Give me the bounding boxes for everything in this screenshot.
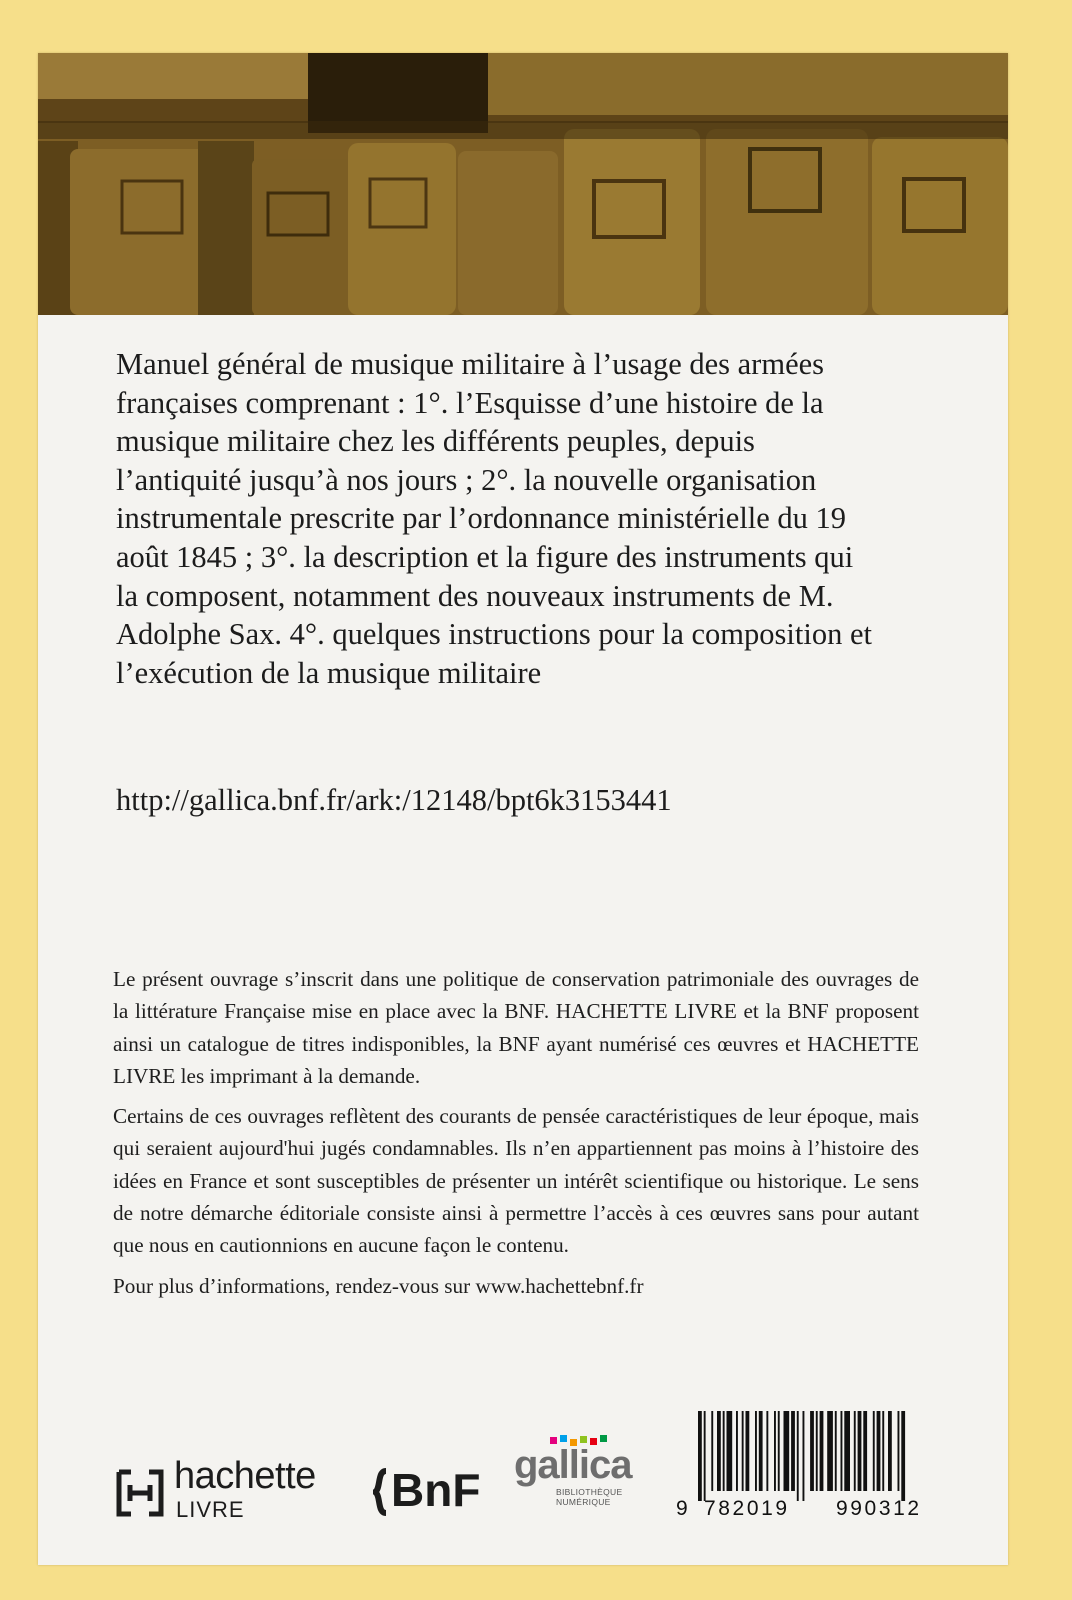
barcode-bar <box>810 1411 814 1491</box>
hachette-livre-logo <box>116 1455 356 1523</box>
barcode-bar <box>711 1411 713 1491</box>
gallica-subtitle-1: BIBLIOTHÈQUE <box>556 1487 623 1497</box>
publisher-notice <box>113 963 919 1310</box>
barcode-bar <box>723 1411 725 1491</box>
back-cover <box>38 53 1008 1565</box>
isbn-group-1: 782019 <box>704 1497 790 1520</box>
notice-paragraph-3: Pour plus d’informations, rendez-vous sur www.hachettebnf.fr <box>113 1273 644 1298</box>
gallica-link[interactable]: http://gallica.bnf.fr/ark:/12148/bpt6k3153441 <box>116 783 672 817</box>
notice-paragraph-2: Certains de ces ouvrages reflètent des courants de pensée caractéristiques de leur époque, mais qui seraient aujourd'hui jugés condamnables. Ils n’en appartiennent pas moins à l’histoire des idées en France et sont susceptibles de présenter un intérêt scientifique ou historique. Le sens de notre démarche éditoriale consiste ainsi à permettre l’accès à ces œuvres sans pour autant que nous en cautionnions en aucune façon le contenu. <box>113 1104 919 1258</box>
barcode-bar <box>858 1411 862 1491</box>
barcode-bar <box>717 1411 721 1491</box>
barcode-bar <box>784 1411 790 1491</box>
barcode-bar <box>803 1411 805 1501</box>
livre-wordmark: LIVRE <box>176 1497 245 1522</box>
barcode-bar <box>755 1411 757 1491</box>
barcode-bar <box>901 1411 905 1501</box>
barcode-bar <box>820 1411 824 1491</box>
barcode-bar <box>698 1411 702 1501</box>
barcode-bar <box>844 1411 850 1491</box>
barcode-bar <box>774 1411 776 1491</box>
barcode-bar <box>759 1411 763 1491</box>
barcode-bar <box>797 1411 799 1501</box>
barcode-bar <box>873 1411 875 1491</box>
isbn-digit-first: 9 <box>676 1497 688 1520</box>
barcode-bar <box>816 1411 818 1491</box>
barcode-bar <box>863 1411 867 1491</box>
isbn-group-2: 990312 <box>836 1497 922 1520</box>
barcode-bar <box>841 1411 843 1491</box>
barcode-bars <box>676 1409 976 1501</box>
barcode-bar <box>746 1411 750 1491</box>
hachette-wordmark: hachette <box>174 1455 316 1497</box>
barcode-bar <box>727 1411 733 1491</box>
barcode-bar <box>704 1411 706 1501</box>
barcode-bar <box>898 1411 900 1491</box>
gallica-subtitle-2: NUMÉRIQUE <box>556 1497 611 1507</box>
isbn-barcode <box>676 1409 976 1533</box>
book-description: Manuel général de musique militaire à l’usage des armées françaises comprenant : 1°. l’Esquisse d’une histoire de la musique militaire chez les différents peuples, depuis l’antiquité jusqu’à nos jours ; 2°. la nouvelle organisation instrumentale prescrite par l’ordonnance ministérielle du 19 août 1845 ; 3°. la description et la figure des instruments qui la composent, notamment des nouveaux instruments de M. Adolphe Sax. 4°. quelques instructions pour la composition et l’exécution de la musique militaire <box>116 347 872 690</box>
gallica-wordmark: gallica <box>514 1443 632 1487</box>
barcode-bar <box>778 1411 780 1491</box>
barcode-bar <box>877 1411 881 1491</box>
barcode-bar <box>854 1411 856 1491</box>
barcode-bar <box>736 1411 738 1491</box>
barcode-bar <box>882 1411 884 1491</box>
barcode-bar <box>791 1411 795 1491</box>
gallica-logo <box>514 1435 644 1515</box>
hachette-mark-icon <box>116 1469 164 1517</box>
barcode-bar <box>742 1411 744 1491</box>
barcode-bar <box>827 1411 833 1491</box>
bnf-bracket-icon <box>373 1467 389 1517</box>
barcode-bar <box>835 1411 837 1491</box>
barcode-bar <box>888 1411 892 1491</box>
bnf-wordmark: BnF <box>391 1464 481 1516</box>
barcode-bar <box>766 1411 768 1491</box>
notice-paragraph-1: Le présent ouvrage s’inscrit dans une politique de conservation patrimoniale des ouvrages de la littérature Française mise en place avec la BNF. HACHETTE LIVRE et la BNF proposent ainsi un catalogue de titres indisponibles, la BNF ayant numérisé ces œuvres et HACHETTE LIVRE les imprimant à la demande. <box>113 967 919 1088</box>
book-spines-photo <box>38 53 1008 315</box>
